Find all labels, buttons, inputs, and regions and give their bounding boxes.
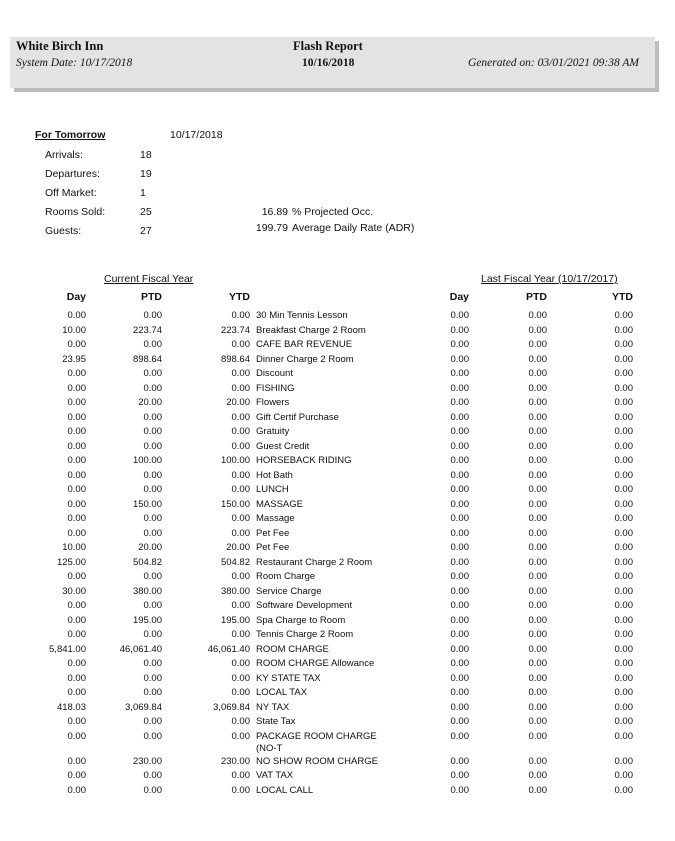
cell-ptd: 0.00 <box>143 770 162 781</box>
cell-last-ptd: 0.00 <box>528 701 547 713</box>
cell-ytd: 0.00 <box>231 770 250 781</box>
cell-description: Pet Fee <box>256 542 290 553</box>
table-row <box>0 455 675 469</box>
cell-ptd: 0.00 <box>143 687 162 698</box>
col-last-ptd-header: PTD <box>526 291 547 303</box>
cell-last-day: 0.00 <box>450 310 469 321</box>
cell-description: ROOM CHARGE <box>256 643 329 655</box>
cell-last-day: 0.00 <box>450 730 469 742</box>
cell-ytd: 898.64 <box>220 353 250 365</box>
cell-ytd: 504.82 <box>220 556 250 568</box>
cell-day: 0.00 <box>67 310 86 321</box>
cell-ytd: 195.00 <box>220 614 250 626</box>
cell-last-ytd: 0.00 <box>614 324 633 336</box>
cell-last-ptd: 0.00 <box>528 498 547 510</box>
cell-last-ptd: 0.00 <box>528 658 547 669</box>
cell-ptd: 3,069.84 <box>125 701 162 713</box>
table-row <box>0 484 675 498</box>
cell-last-day: 0.00 <box>450 324 469 336</box>
cell-last-ytd: 0.00 <box>614 687 633 698</box>
cell-last-ytd: 0.00 <box>614 784 633 796</box>
cell-day: 0.00 <box>67 687 86 698</box>
report-header <box>10 37 655 88</box>
cell-description: VAT TAX <box>256 770 294 781</box>
cell-last-ptd: 0.00 <box>528 513 547 524</box>
stat-label: Guests: <box>45 225 82 237</box>
cell-last-day: 0.00 <box>450 658 469 669</box>
cell-ytd: 0.00 <box>231 411 250 423</box>
cell-last-ptd: 0.00 <box>528 368 547 379</box>
cell-last-ytd: 0.00 <box>614 469 633 481</box>
cell-last-ptd: 0.00 <box>528 469 547 481</box>
cell-last-ptd: 0.00 <box>528 426 547 437</box>
cell-last-day: 0.00 <box>450 784 469 796</box>
cell-day: 10.00 <box>62 324 86 336</box>
cell-last-ptd: 0.00 <box>528 730 547 742</box>
cell-day: 0.00 <box>67 455 86 466</box>
cell-last-ytd: 0.00 <box>614 556 633 568</box>
cell-last-day: 0.00 <box>450 426 469 437</box>
cell-last-day: 0.00 <box>450 643 469 655</box>
cell-last-day: 0.00 <box>450 411 469 423</box>
cell-last-ptd: 0.00 <box>528 455 547 466</box>
cell-day: 0.00 <box>67 513 86 524</box>
cell-ptd: 0.00 <box>143 310 162 321</box>
stat-value: 19 <box>140 168 152 180</box>
cell-last-ytd: 0.00 <box>614 455 633 466</box>
last-fiscal-year-label: Last Fiscal Year (10/17/2017) <box>481 273 618 285</box>
cell-day: 0.00 <box>67 527 86 539</box>
cell-last-day: 0.00 <box>450 542 469 553</box>
cell-description: CAFE BAR REVENUE <box>256 339 353 350</box>
cell-last-ptd: 0.00 <box>528 643 547 655</box>
cell-last-day: 0.00 <box>450 440 469 452</box>
cell-last-ytd: 0.00 <box>614 614 633 626</box>
cell-description: Spa Charge to Room <box>256 614 346 626</box>
table-row <box>0 499 675 513</box>
cell-last-day: 0.00 <box>450 513 469 524</box>
cell-last-ytd: 0.00 <box>614 368 633 379</box>
cell-last-ptd: 0.00 <box>528 716 547 727</box>
table-row <box>0 542 675 556</box>
table-row <box>0 557 675 571</box>
table-row <box>0 600 675 614</box>
cell-ytd: 380.00 <box>220 585 250 597</box>
cell-last-ytd: 0.00 <box>614 382 633 394</box>
cell-last-day: 0.00 <box>450 397 469 408</box>
cell-last-day: 0.00 <box>450 382 469 394</box>
cell-last-ytd: 0.00 <box>614 339 633 350</box>
cell-ptd: 0.00 <box>143 716 162 727</box>
cell-description: Massage <box>256 513 295 524</box>
cell-last-ptd: 0.00 <box>528 484 547 495</box>
cell-ytd: 3,069.84 <box>213 701 250 713</box>
cell-last-ytd: 0.00 <box>614 397 633 408</box>
cell-last-ptd: 0.00 <box>528 672 547 684</box>
cell-last-ptd: 0.00 <box>528 614 547 626</box>
cell-last-ptd: 0.00 <box>528 527 547 539</box>
table-row <box>0 383 675 397</box>
col-day-header: Day <box>66 291 86 303</box>
cell-ptd: 20.00 <box>138 542 162 553</box>
cell-description: FISHING <box>256 382 295 394</box>
cell-last-ytd: 0.00 <box>614 658 633 669</box>
table-row <box>0 397 675 411</box>
cell-ptd: 195.00 <box>132 614 162 626</box>
cell-day: 0.00 <box>67 498 86 510</box>
cell-last-ptd: 0.00 <box>528 600 547 611</box>
cell-last-ytd: 0.00 <box>614 426 633 437</box>
cell-day: 10.00 <box>62 542 86 553</box>
cell-day: 418.03 <box>56 701 86 713</box>
cell-day: 30.00 <box>62 585 86 597</box>
cell-last-day: 0.00 <box>450 701 469 713</box>
col-last-day-header: Day <box>449 291 469 303</box>
cell-last-day: 0.00 <box>450 469 469 481</box>
cell-last-ptd: 0.00 <box>528 770 547 781</box>
cell-ptd: 0.00 <box>143 368 162 379</box>
cell-description: PACKAGE ROOM CHARGE <box>256 730 377 742</box>
cell-last-day: 0.00 <box>450 755 469 767</box>
cell-day: 0.00 <box>67 411 86 423</box>
table-row <box>0 756 675 770</box>
cell-last-ytd: 0.00 <box>614 672 633 684</box>
cell-day: 0.00 <box>67 672 86 684</box>
cell-ytd: 0.00 <box>231 469 250 481</box>
cell-day: 0.00 <box>67 770 86 781</box>
cell-ptd: 0.00 <box>143 484 162 495</box>
cell-ptd: 0.00 <box>143 513 162 524</box>
cell-last-day: 0.00 <box>450 455 469 466</box>
cell-description: MASSAGE <box>256 498 303 510</box>
cell-last-day: 0.00 <box>450 687 469 698</box>
adr-label: Average Daily Rate (ADR) <box>292 222 415 234</box>
cell-day: 0.00 <box>67 658 86 669</box>
cell-last-day: 0.00 <box>450 498 469 510</box>
col-ptd-header: PTD <box>141 291 162 303</box>
cell-ptd: 504.82 <box>132 556 162 568</box>
table-row <box>0 615 675 629</box>
cell-ytd: 0.00 <box>231 629 250 640</box>
table-row <box>0 673 675 687</box>
hotel-name: White Birch Inn <box>16 39 104 53</box>
table-row <box>0 354 675 368</box>
cell-description: Pet Fee <box>256 527 290 539</box>
stat-value: 27 <box>140 225 152 237</box>
cell-last-day: 0.00 <box>450 600 469 611</box>
stat-label: Rooms Sold: <box>45 206 106 218</box>
cell-description: Gratuity <box>256 426 290 437</box>
cell-last-ytd: 0.00 <box>614 600 633 611</box>
cell-ytd: 150.00 <box>220 498 250 510</box>
cell-last-ptd: 0.00 <box>528 542 547 553</box>
cell-description: KY STATE TAX <box>256 672 321 684</box>
cell-description: 30 Min Tennis Lesson <box>256 310 348 321</box>
cell-last-ptd: 0.00 <box>528 440 547 452</box>
cell-ptd: 0.00 <box>143 784 162 796</box>
cell-day: 0.00 <box>67 571 86 582</box>
cell-description: Discount <box>256 368 293 379</box>
cell-ptd: 0.00 <box>143 339 162 350</box>
col-ytd-header: YTD <box>229 291 250 303</box>
cell-description: HORSEBACK RIDING <box>256 455 352 466</box>
projected-occ-label: % Projected Occ. <box>292 206 374 218</box>
cell-day: 125.00 <box>56 556 86 568</box>
cell-last-ytd: 0.00 <box>614 310 633 321</box>
stat-label: Departures: <box>45 168 100 180</box>
cell-ytd: 0.00 <box>231 716 250 727</box>
cell-ptd: 100.00 <box>132 455 162 466</box>
cell-day: 0.00 <box>67 440 86 452</box>
cell-ptd: 0.00 <box>143 382 162 394</box>
cell-description: Service Charge <box>256 585 322 597</box>
cell-last-day: 0.00 <box>450 484 469 495</box>
cell-last-ptd: 0.00 <box>528 571 547 582</box>
table-row <box>0 730 675 754</box>
cell-description: State Tax <box>256 716 296 727</box>
stat-value: 25 <box>140 206 152 218</box>
cell-last-ytd: 0.00 <box>614 770 633 781</box>
table-row <box>0 571 675 585</box>
cell-last-day: 0.00 <box>450 368 469 379</box>
table-row <box>0 412 675 426</box>
cell-last-ytd: 0.00 <box>614 571 633 582</box>
cell-day: 0.00 <box>67 339 86 350</box>
cell-day: 5,841.00 <box>49 643 86 655</box>
cell-description: LOCAL CALL <box>256 784 314 796</box>
cell-last-day: 0.00 <box>450 585 469 597</box>
cell-last-day: 0.00 <box>450 672 469 684</box>
cell-ptd: 0.00 <box>143 440 162 452</box>
cell-ytd: 0.00 <box>231 426 250 437</box>
table-row <box>0 629 675 643</box>
cell-day: 0.00 <box>67 426 86 437</box>
table-header-row <box>0 291 675 305</box>
table-row <box>0 426 675 440</box>
cell-last-day: 0.00 <box>450 716 469 727</box>
cell-last-ytd: 0.00 <box>614 755 633 767</box>
cell-last-ytd: 0.00 <box>614 484 633 495</box>
adr-value: 199.79 <box>255 222 288 234</box>
cell-last-ytd: 0.00 <box>614 411 633 423</box>
cell-ptd: 223.74 <box>132 324 162 336</box>
cell-last-day: 0.00 <box>450 527 469 539</box>
cell-ytd: 0.00 <box>231 484 250 495</box>
table-row <box>0 687 675 701</box>
cell-ytd: 230.00 <box>220 755 250 767</box>
table-row <box>0 310 675 324</box>
cell-ytd: 20.00 <box>226 542 250 553</box>
report-title: Flash Report <box>293 39 363 53</box>
table-row <box>0 770 675 784</box>
current-fiscal-year-label: Current Fiscal Year <box>104 273 194 285</box>
cell-ytd: 0.00 <box>231 440 250 452</box>
cell-ptd: 46,061.40 <box>119 643 162 655</box>
cell-last-ytd: 0.00 <box>614 730 633 742</box>
table-row <box>0 716 675 730</box>
cell-last-ytd: 0.00 <box>614 643 633 655</box>
cell-ytd: 0.00 <box>231 527 250 539</box>
cell-last-day: 0.00 <box>450 571 469 582</box>
cell-last-day: 0.00 <box>450 629 469 640</box>
col-last-ytd-header: YTD <box>612 291 633 303</box>
stat-value: 1 <box>140 187 146 199</box>
table-row <box>0 528 675 542</box>
cell-day: 0.00 <box>67 469 86 481</box>
cell-ptd: 380.00 <box>132 585 162 597</box>
cell-day: 23.95 <box>62 353 86 365</box>
report-date: 10/16/2018 <box>302 57 355 69</box>
cell-ytd: 20.00 <box>226 397 250 408</box>
cell-last-day: 0.00 <box>450 614 469 626</box>
cell-last-ptd: 0.00 <box>528 629 547 640</box>
cell-last-day: 0.00 <box>450 339 469 350</box>
cell-last-ytd: 0.00 <box>614 513 633 524</box>
cell-day: 0.00 <box>67 382 86 394</box>
table-row <box>0 368 675 382</box>
cell-last-ytd: 0.00 <box>614 542 633 553</box>
cell-last-ptd: 0.00 <box>528 397 547 408</box>
cell-ptd: 0.00 <box>143 658 162 669</box>
cell-ytd: 100.00 <box>220 455 250 466</box>
cell-ptd: 0.00 <box>143 629 162 640</box>
cell-last-day: 0.00 <box>450 353 469 365</box>
cell-description: Tennis Charge 2 Room <box>256 629 354 640</box>
cell-description: LOCAL TAX <box>256 687 308 698</box>
cell-last-day: 0.00 <box>450 770 469 781</box>
cell-ytd: 0.00 <box>231 730 250 742</box>
cell-last-day: 0.00 <box>450 556 469 568</box>
cell-day: 0.00 <box>67 614 86 626</box>
cell-ytd: 0.00 <box>231 658 250 669</box>
cell-last-ptd: 0.00 <box>528 411 547 423</box>
cell-last-ptd: 0.00 <box>528 755 547 767</box>
cell-description: Flowers <box>256 397 290 408</box>
cell-last-ytd: 0.00 <box>614 440 633 452</box>
cell-last-ptd: 0.00 <box>528 324 547 336</box>
cell-description: Dinner Charge 2 Room <box>256 353 354 365</box>
system-date: System Date: 10/17/2018 <box>16 57 133 69</box>
cell-last-ptd: 0.00 <box>528 382 547 394</box>
cell-day: 0.00 <box>67 368 86 379</box>
cell-description: NY TAX <box>256 701 290 713</box>
cell-description: NO SHOW ROOM CHARGE <box>256 755 378 767</box>
cell-description: LUNCH <box>256 484 289 495</box>
cell-day: 0.00 <box>67 716 86 727</box>
cell-day: 0.00 <box>67 755 86 767</box>
table-row <box>0 325 675 339</box>
cell-description: Breakfast Charge 2 Room <box>256 324 366 336</box>
cell-description: Restaurant Charge 2 Room <box>256 556 373 568</box>
cell-ytd: 0.00 <box>231 672 250 684</box>
cell-ytd: 0.00 <box>231 339 250 350</box>
cell-ytd: 0.00 <box>231 310 250 321</box>
cell-last-ytd: 0.00 <box>614 701 633 713</box>
cell-ytd: 0.00 <box>231 368 250 379</box>
cell-last-ytd: 0.00 <box>614 629 633 640</box>
cell-last-ytd: 0.00 <box>614 498 633 510</box>
table-row <box>0 644 675 658</box>
cell-ytd: 0.00 <box>231 571 250 582</box>
cell-ytd: 223.74 <box>220 324 250 336</box>
cell-day: 0.00 <box>67 629 86 640</box>
stat-label: Arrivals: <box>45 149 83 161</box>
cell-day: 0.00 <box>67 397 86 408</box>
stat-label: Off Market: <box>45 187 97 199</box>
cell-last-ytd: 0.00 <box>614 353 633 365</box>
cell-day: 0.00 <box>67 600 86 611</box>
cell-ytd: 0.00 <box>231 382 250 394</box>
cell-description: Software Development <box>256 600 353 611</box>
cell-ytd: 0.00 <box>231 600 250 611</box>
cell-last-ptd: 0.00 <box>528 556 547 568</box>
cell-last-ptd: 0.00 <box>528 585 547 597</box>
cell-last-ytd: 0.00 <box>614 527 633 539</box>
cell-ptd: 20.00 <box>138 397 162 408</box>
cell-last-ytd: 0.00 <box>614 585 633 597</box>
table-row <box>0 513 675 527</box>
cell-ytd: 0.00 <box>231 687 250 698</box>
cell-day: 0.00 <box>67 484 86 495</box>
cell-last-ptd: 0.00 <box>528 687 547 698</box>
generated-on: Generated on: 03/01/2021 09:38 AM <box>468 57 639 69</box>
cell-day: 0.00 <box>67 784 86 796</box>
table-row <box>0 702 675 716</box>
cell-last-ytd: 0.00 <box>614 716 633 727</box>
cell-ytd: 0.00 <box>231 784 250 796</box>
cell-description: Guest Credit <box>256 440 310 452</box>
cell-ptd: 0.00 <box>143 571 162 582</box>
cell-ptd: 0.00 <box>143 411 162 423</box>
table-row <box>0 785 675 799</box>
cell-description-continued: (NO-T <box>256 742 283 754</box>
table-row <box>0 339 675 353</box>
cell-ptd: 230.00 <box>132 755 162 767</box>
cell-last-ptd: 0.00 <box>528 353 547 365</box>
cell-ptd: 0.00 <box>143 469 162 481</box>
cell-last-ptd: 0.00 <box>528 784 547 796</box>
cell-description: Hot Bath <box>256 469 293 481</box>
cell-ptd: 150.00 <box>132 498 162 510</box>
cell-ptd: 0.00 <box>143 527 162 539</box>
cell-last-ptd: 0.00 <box>528 310 547 321</box>
table-row <box>0 658 675 672</box>
cell-ptd: 0.00 <box>143 426 162 437</box>
cell-ytd: 0.00 <box>231 513 250 524</box>
cell-ptd: 0.00 <box>143 730 162 742</box>
cell-description: ROOM CHARGE Allowance <box>256 658 375 669</box>
tomorrow-date: 10/17/2018 <box>170 129 223 141</box>
cell-ptd: 0.00 <box>143 600 162 611</box>
stat-value: 18 <box>140 149 152 161</box>
cell-ptd: 0.00 <box>143 672 162 684</box>
cell-description: Gift Certif Purchase <box>256 411 339 423</box>
for-tomorrow-heading: For Tomorrow <box>35 129 106 141</box>
cell-last-ptd: 0.00 <box>528 339 547 350</box>
cell-description: Room Charge <box>256 571 316 582</box>
cell-day: 0.00 <box>67 730 86 742</box>
projected-occ-value: 16.89 <box>261 206 288 218</box>
table-row <box>0 441 675 455</box>
cell-ptd: 898.64 <box>132 353 162 365</box>
table-row <box>0 586 675 600</box>
table-row <box>0 470 675 484</box>
cell-ytd: 46,061.40 <box>207 643 250 655</box>
